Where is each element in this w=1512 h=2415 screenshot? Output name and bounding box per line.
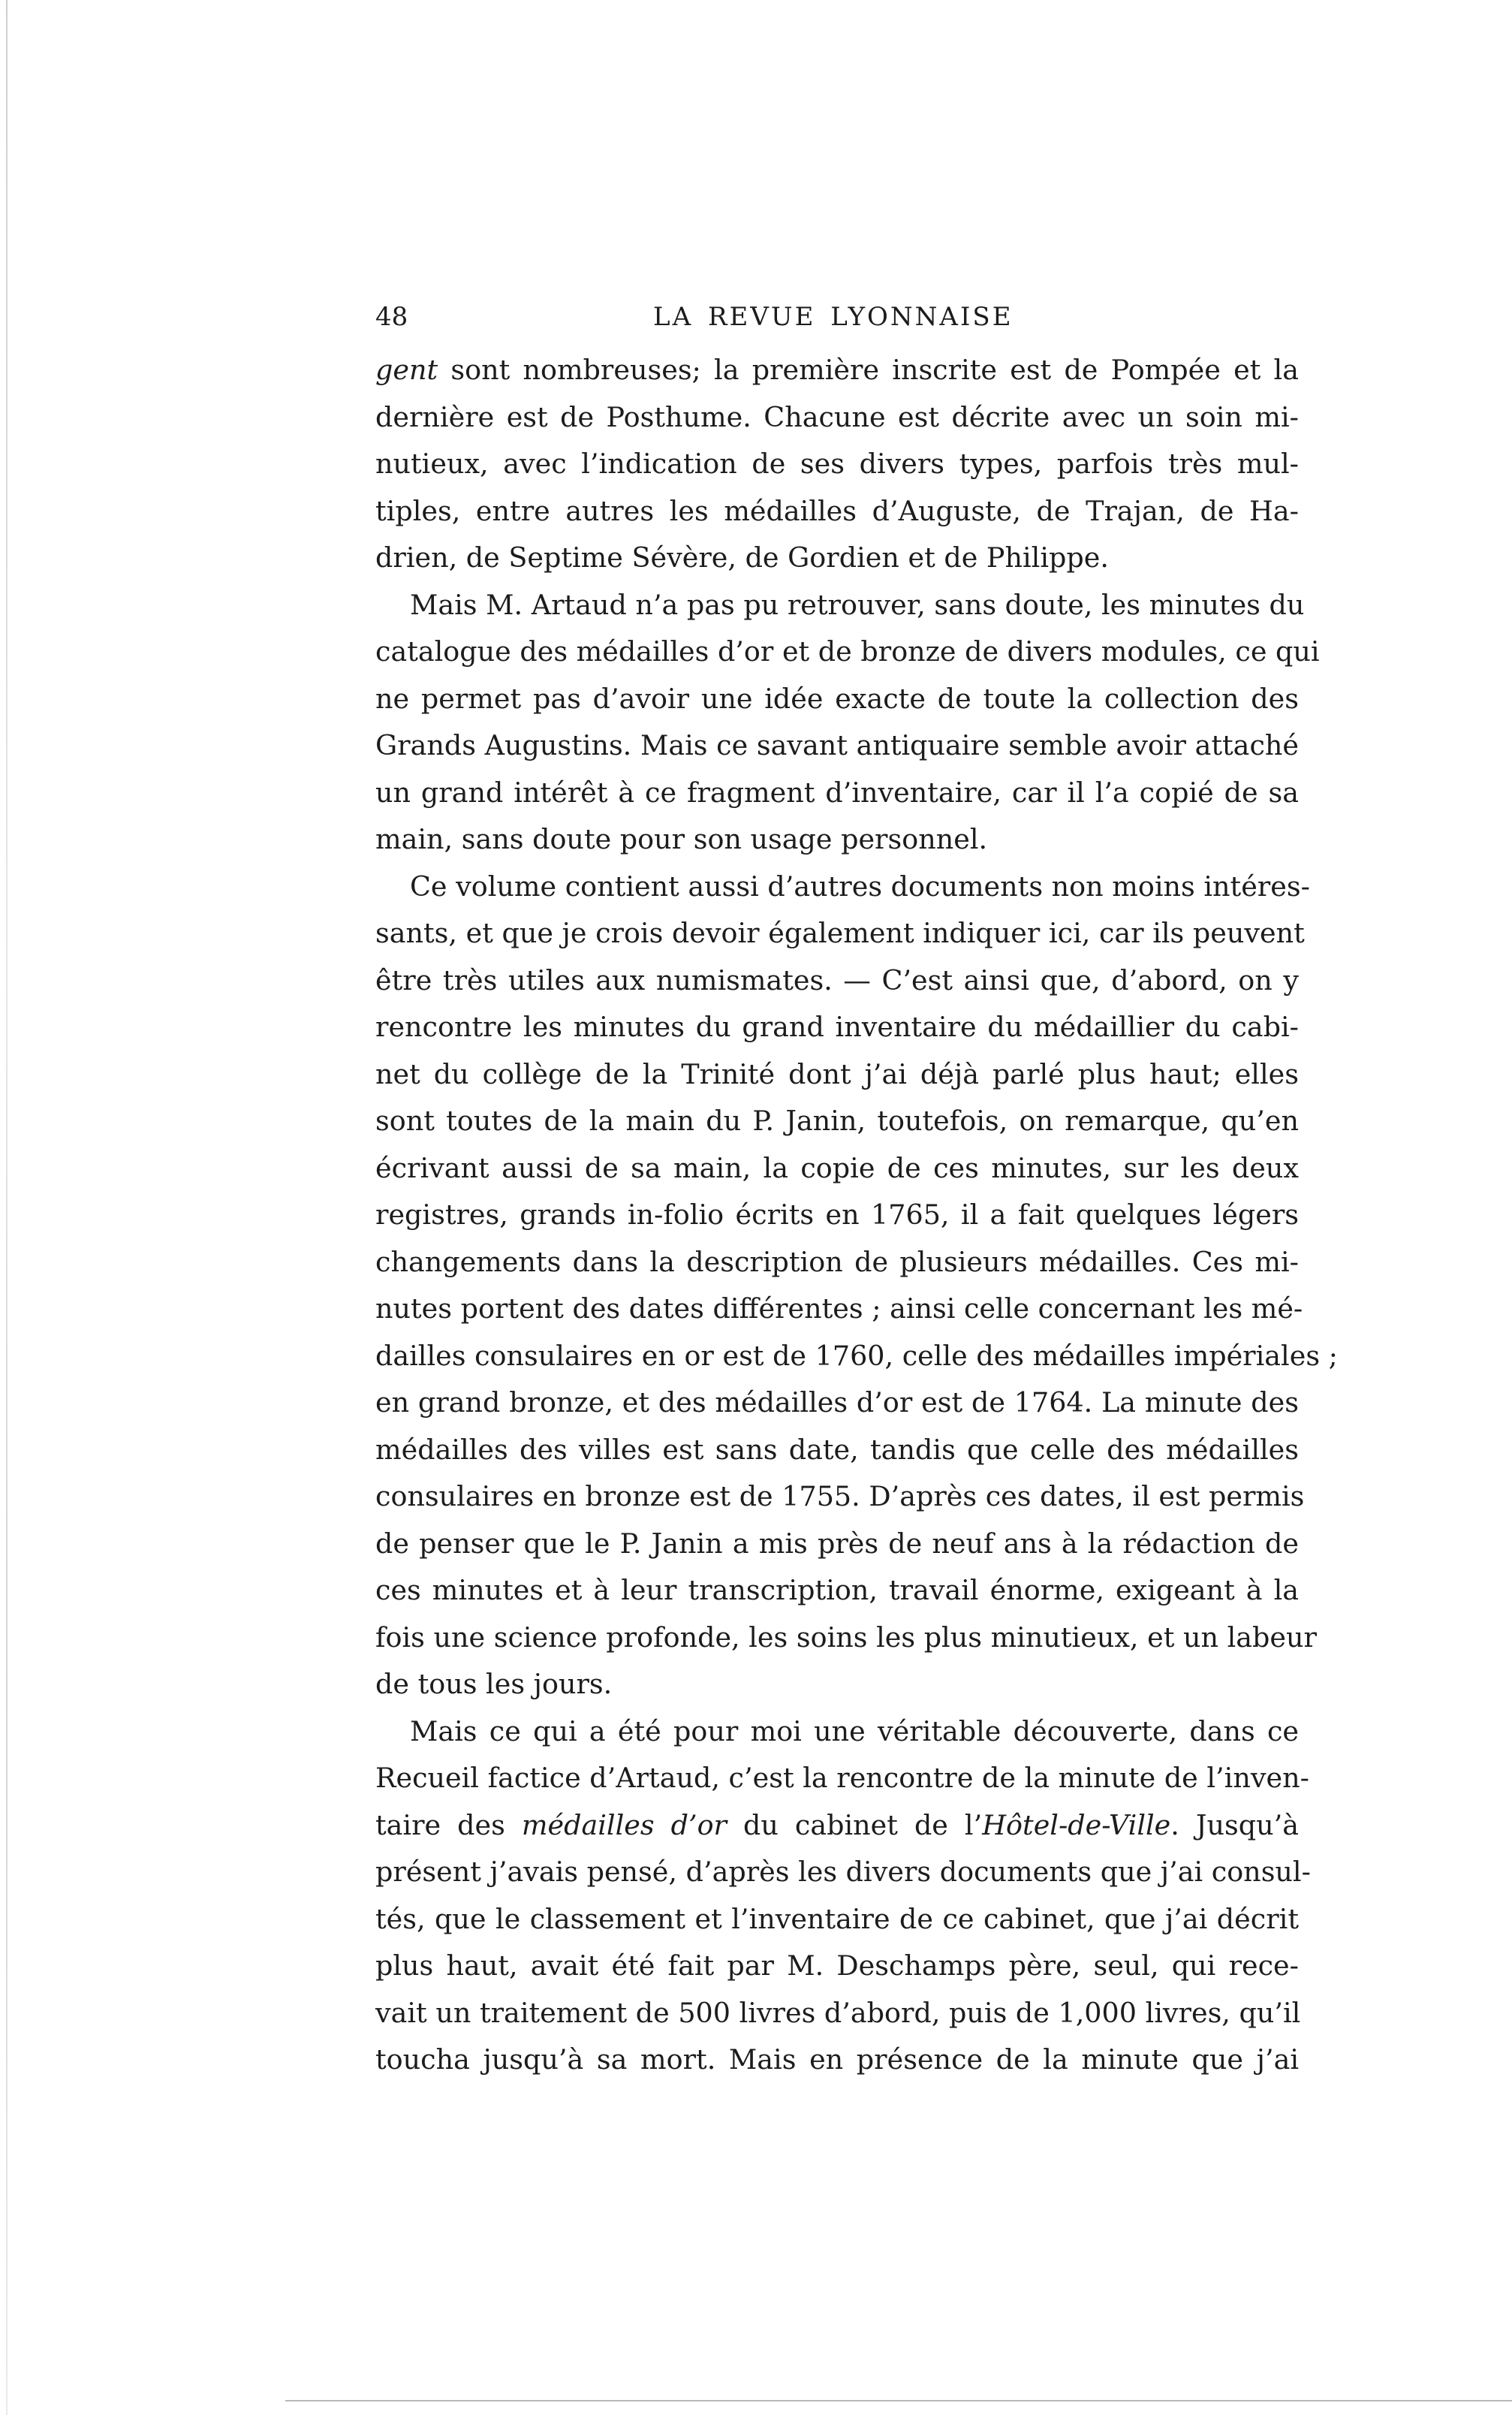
text-line bbox=[375, 394, 1299, 442]
text-line bbox=[375, 1990, 1299, 2037]
page-header bbox=[375, 302, 1314, 339]
paragraph bbox=[375, 347, 1299, 582]
text-segment: toucha jusqu’à sa mort. Mais en présence de la minute que j’ai bbox=[375, 2043, 1299, 2076]
text-line bbox=[375, 722, 1299, 770]
text-segment: dernière est de Posthume. Chacune est décrite avec un soin mi- bbox=[375, 400, 1299, 433]
text-line bbox=[375, 676, 1299, 723]
text-line bbox=[375, 1192, 1299, 1239]
text-segment: nutes portent des dates différentes ; ainsi celle concernant les mé- bbox=[375, 1292, 1303, 1325]
text-line bbox=[375, 1051, 1299, 1099]
text-line bbox=[375, 1802, 1299, 1850]
text-line bbox=[375, 1427, 1299, 1474]
text-segment: de tous les jours. bbox=[375, 1668, 613, 1700]
page-number: 48 bbox=[375, 302, 408, 332]
text-line bbox=[375, 441, 1299, 488]
text-segment: un grand intérêt à ce fragment d’inventaire, car il l’a copié de sa bbox=[375, 776, 1299, 809]
text-line bbox=[375, 1239, 1299, 1286]
text-segment: tés, que le classement et l’inventaire de ce cabinet, que j’ai décrit bbox=[375, 1902, 1299, 1935]
text-line bbox=[375, 1661, 1299, 1708]
text-line bbox=[375, 1708, 1299, 1756]
text-line bbox=[375, 957, 1299, 1005]
text-line bbox=[375, 1098, 1299, 1145]
text-segment: drien, de Septime Sévère, de Gordien et de Philippe. bbox=[375, 541, 1109, 574]
body-text bbox=[375, 347, 1338, 2084]
text-segment: Mais ce qui a été pour moi une véritable découverte, dans ce bbox=[410, 1714, 1299, 1747]
text-segment: changements dans la description de plusieurs médailles. Ces mi- bbox=[375, 1245, 1299, 1278]
text-segment: plus haut, avait été fait par M. Deschamps père, seul, qui rece- bbox=[375, 1949, 1299, 1982]
text-segment: sont toutes de la main du P. Janin, toutefois, on remarque, qu’en bbox=[375, 1105, 1299, 1137]
text-line bbox=[375, 1286, 1303, 1333]
text-line bbox=[375, 1333, 1338, 1380]
text-line bbox=[375, 1145, 1299, 1192]
text-line bbox=[375, 629, 1320, 676]
text-segment: en grand bronze, et des médailles d’or est de 1764. La minute des bbox=[375, 1386, 1299, 1419]
text-line bbox=[375, 488, 1299, 535]
text-line bbox=[375, 1379, 1299, 1427]
text-segment: fois une science profonde, les soins les plus minutieux, et un labeur bbox=[375, 1621, 1317, 1654]
paragraph bbox=[375, 582, 1320, 864]
text-segment: médailles des villes est sans date, tandis que celle des médailles bbox=[375, 1433, 1299, 1466]
text-segment: taire des bbox=[375, 1808, 522, 1841]
text-line bbox=[375, 347, 1299, 394]
text-segment: nutieux, avec l’indication de ses divers types, parfois très mul- bbox=[375, 448, 1299, 480]
text-segment: catalogue des médailles d’or et de bronze de divers modules, ce qui bbox=[375, 635, 1320, 668]
paragraph bbox=[375, 1708, 1311, 2084]
paragraph bbox=[375, 864, 1338, 1708]
text-segment: Grands Augustins. Mais ce savant antiquaire semble avoir attaché bbox=[375, 729, 1299, 761]
text-line bbox=[375, 535, 1299, 582]
text-segment: présent j’avais pensé, d’après les divers documents que j’ai consul- bbox=[375, 1856, 1311, 1888]
text-segment: tiples, entre autres les médailles d’Auguste, de Trajan, de Ha- bbox=[375, 494, 1299, 527]
text-line bbox=[375, 1755, 1309, 1802]
text-segment: Mais M. Artaud n’a pas pu retrouver, sans doute, les minutes du bbox=[410, 588, 1305, 621]
italic-text: médailles d’or bbox=[521, 1808, 727, 1841]
text-segment: ne permet pas d’avoir une idée exacte de toute la collection des bbox=[375, 682, 1299, 715]
text-segment: sants, et que je crois devoir également indiquer ici, car ils peuvent bbox=[375, 917, 1305, 949]
text-line bbox=[375, 1615, 1317, 1662]
scan-edge-artifact bbox=[6, 0, 8, 2415]
bottom-rule bbox=[285, 2400, 1512, 2401]
text-segment: de penser que le P. Janin a mis près de neuf ans à la rédaction de bbox=[375, 1527, 1299, 1560]
italic-text: Hôtel-de-Ville bbox=[982, 1808, 1171, 1841]
text-line bbox=[375, 1473, 1305, 1521]
text-line bbox=[375, 1004, 1299, 1051]
text-segment: consulaires en bronze est de 1755. D’après ces dates, il est permis bbox=[375, 1480, 1305, 1512]
text-segment: registres, grands in-folio écrits en 1765, il a fait quelques légers bbox=[375, 1198, 1299, 1231]
text-segment: net du collège de la Trinité dont j’ai déjà parlé plus haut; elles bbox=[375, 1057, 1299, 1090]
text-segment: dailles consulaires en or est de 1760, celle des médailles impériales ; bbox=[375, 1339, 1338, 1372]
running-title: LA REVUE LYONNAISE bbox=[653, 302, 1014, 332]
text-line bbox=[375, 582, 1305, 629]
text-segment: être très utiles aux numismates. — C’est ainsi que, d’abord, on y bbox=[375, 963, 1299, 996]
text-segment: Recueil factice d’Artaud, c’est la rencontre de la minute de l’inven- bbox=[375, 1762, 1309, 1794]
text-line bbox=[375, 2037, 1299, 2084]
text-segment: sont nombreuses; la première inscrite est de Pompée et la bbox=[438, 354, 1299, 386]
text-segment: vait un traitement de 500 livres d’abord, puis de 1,000 livres, qu’il bbox=[375, 1996, 1301, 2029]
text-segment: main, sans doute pour son usage personnel. bbox=[375, 823, 988, 855]
text-line bbox=[375, 1521, 1299, 1568]
text-line bbox=[375, 910, 1305, 957]
text-line bbox=[375, 1849, 1311, 1896]
text-line bbox=[375, 770, 1299, 817]
text-segment: écrivant aussi de sa main, la copie de ces minutes, sur les deux bbox=[375, 1151, 1299, 1184]
text-segment: . Jusqu’à bbox=[1170, 1808, 1300, 1841]
italic-text: gent bbox=[375, 354, 438, 386]
text-line bbox=[375, 1943, 1299, 1990]
text-line bbox=[375, 1567, 1299, 1615]
text-line bbox=[375, 864, 1310, 911]
text-line bbox=[375, 816, 1299, 864]
text-segment: Ce volume contient aussi d’autres documents non moins intéres- bbox=[410, 870, 1310, 903]
text-segment: ces minutes et à leur transcription, travail énorme, exigeant à la bbox=[375, 1574, 1299, 1606]
text-segment: du cabinet de l’ bbox=[727, 1808, 983, 1841]
text-segment: rencontre les minutes du grand inventaire du médaillier du cabi- bbox=[375, 1011, 1299, 1043]
text-line bbox=[375, 1896, 1299, 1943]
